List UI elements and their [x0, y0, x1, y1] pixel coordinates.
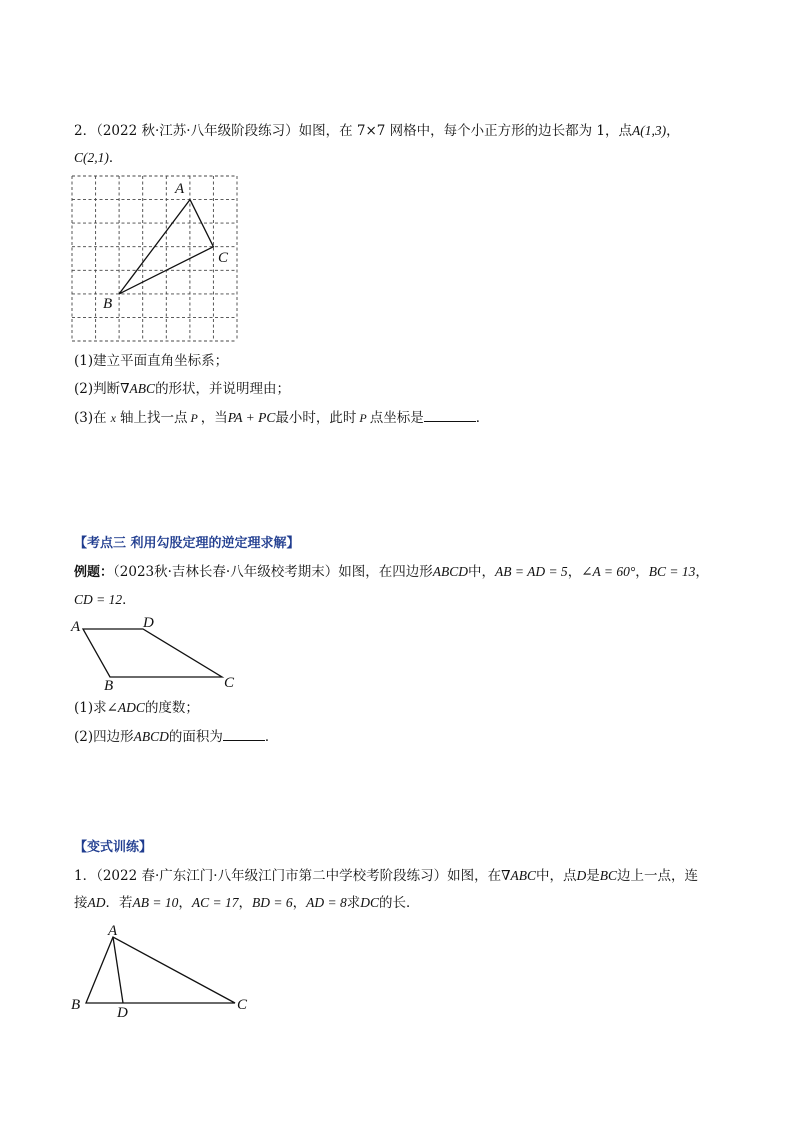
s3-example-quad: ABCD	[432, 564, 468, 579]
variant-label-c: C	[237, 997, 248, 1013]
s3-sep1: ，	[567, 564, 582, 580]
variant-line2-ad: AD	[87, 895, 106, 910]
s3-eq-angle-a: ∠A = 60°	[581, 564, 636, 579]
s3-sub2-end: ．	[264, 729, 279, 745]
q2-point-c: C(2,1)	[74, 150, 109, 165]
variant-line2-end: 的长．	[378, 895, 420, 911]
variant-line2-req: 求	[346, 895, 361, 911]
q2-point-a: A(1,3)	[632, 123, 667, 138]
variant-q1-mid2: 是	[586, 868, 600, 884]
q2-sub3-mid3: 最小时，此时	[275, 410, 357, 426]
variant-line2-prefix: 接	[74, 895, 88, 911]
s3-eq-cd: CD = 12	[74, 592, 123, 607]
s3-label-d: D	[143, 615, 154, 631]
s3-sep3: ，	[695, 564, 709, 580]
q2-label-b: B	[103, 296, 113, 312]
s3-example-text2: 中，	[467, 564, 495, 580]
q2-sub3-expr: PA + PC	[227, 410, 276, 425]
variant-sep3: ，	[292, 895, 307, 911]
s3-label-a: A	[71, 619, 81, 635]
q2-label-c: C	[218, 250, 229, 266]
variant-eq-bd: BD = 6	[251, 895, 293, 910]
variant-q1-mid1: 中，点	[536, 868, 577, 884]
s3-eq-bc: BC = 13	[648, 564, 696, 579]
s3-eq-ab-ad: AB = AD = 5	[494, 564, 568, 579]
variant-q1-d: D	[576, 868, 587, 883]
variant-triangle	[86, 937, 235, 1003]
s3-sub1-prefix: (1)求	[74, 700, 107, 716]
variant-sep1: ，	[178, 895, 192, 911]
q2-sub3-suffix: 点坐标是	[369, 410, 424, 426]
variant-q1-bc: BC	[599, 868, 618, 883]
variant-heading: 【变式训练】	[74, 840, 153, 855]
q2-intro-text: 2．（2022 秋·江苏·八年级阶段练习）如图，在 7×7 网格中，每个小正方形的边长都为 1，点	[74, 123, 633, 139]
s3-label-c: C	[224, 675, 235, 691]
variant-eq-ac: AC = 17	[191, 895, 239, 910]
q2-sub3-end: ．	[475, 410, 490, 426]
s3-end: ．	[122, 592, 136, 608]
s3-label-b: B	[104, 678, 114, 694]
q2-sub2-prefix: (2)判断	[74, 381, 121, 397]
variant-q1-triangle: ∇ABC	[501, 868, 537, 883]
q2-sub3-prefix: (3)在	[74, 410, 107, 426]
variant-q1-mid3: 边上一点，连	[617, 868, 699, 884]
q2-label-a: A	[175, 181, 185, 197]
variant-q1-prefix: 1．（2022 春·广东江门·八年级江门市第二中学校考阶段练习）如图，在	[74, 868, 502, 884]
variant-segment-ad	[113, 937, 123, 1003]
q2-sub3-x: x	[110, 411, 116, 425]
q2-sub3-p2: P	[359, 411, 367, 425]
variant-label-d: D	[117, 1005, 128, 1021]
variant-eq-ad: AD = 8	[306, 895, 347, 910]
variant-eq-ab: AB = 10	[132, 895, 179, 910]
s3-example-label: 例题：	[74, 565, 114, 580]
variant-sep2: ，	[238, 895, 252, 911]
variant-label-b: B	[71, 997, 81, 1013]
q2-sub3-p: P	[190, 411, 198, 425]
q2-sub2-suffix: 的形状，并说明理由；	[155, 381, 291, 397]
s3-sub2-suffix: 的面积为	[168, 729, 223, 745]
s3-sub2-quad: ABCD	[133, 729, 169, 744]
q2-sub3-mid1: 轴上找一点	[119, 410, 188, 426]
q2-sub1-text: (1)建立平面直角坐标系；	[74, 353, 229, 369]
variant-label-a: A	[108, 923, 118, 939]
q2-comma: ，	[666, 123, 680, 139]
variant-line2-mid: ．若	[105, 895, 133, 911]
s3-sub1-angle: ∠ADC	[106, 700, 145, 715]
s3-sub1-suffix: 的度数；	[144, 700, 199, 716]
section3-heading: 【考点三 利用勾股定理的逆定理求解】	[74, 536, 300, 551]
variant-line2-dc: DC	[360, 895, 379, 910]
s3-sub2-prefix: (2)四边形	[74, 729, 134, 745]
q2-period: ．	[108, 150, 123, 166]
s3-sep2: ，	[635, 564, 649, 580]
q2-sub3-mid2: ，当	[200, 410, 228, 426]
s3-example-text1: （2023秋·吉林长春·八年级校考期末）如图，在四边形	[113, 564, 433, 580]
q2-sub2-triangle: ∇ABC	[120, 381, 156, 396]
